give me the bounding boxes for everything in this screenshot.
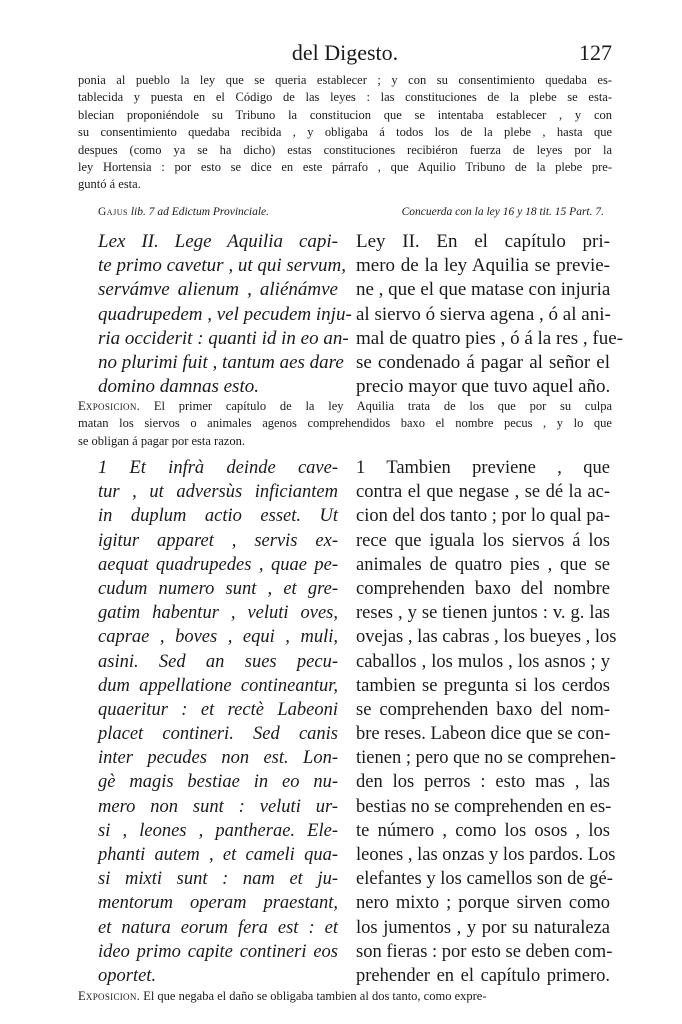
latin-line: phanti autem , et cameli qua- (98, 845, 338, 865)
intro-note-line: su consentimiento quedaba recibida , y obligaba á todos los de la plebe , hasta que (78, 125, 612, 140)
spanish-line: tienen ; pero que no se comprehen- (356, 748, 616, 769)
spanish-line: bre reses. Labeon dice que se con- (356, 724, 611, 745)
latin-line: cudum numero sunt , et gre- (98, 578, 338, 599)
latin-line: caprae , boves , equi , muli, (98, 627, 338, 648)
spanish-line: prehender en el capítulo primero. (356, 965, 610, 986)
latin-line: igitur apparet , servis ex- (98, 530, 338, 551)
spanish-line: precio mayor que tuvo aquel año. (356, 376, 611, 398)
intro-note-line: despues (como ya se ha dicho) estas constituciones recibiéron fuerza de leyes por la (78, 142, 612, 157)
latin-line: ideo primo capite contineri eos (98, 941, 338, 962)
source-citation (98, 206, 269, 218)
spanish-line: se comprehenden baxo del nom- (356, 699, 610, 720)
intro-note-line: ley Hortensia : por esto se dice en este párrafo , que Aquilio Tribuno de la plebe pre- (78, 160, 612, 175)
spanish-line: al siervo ó sierva agena , ó al ani- (356, 303, 611, 325)
latin-line: si , leones , pantherae. Ele- (98, 820, 338, 841)
concordance-citation: Concuerda con la ley 16 y 18 tit. 15 Part. 7. (401, 206, 604, 218)
exposicion-line (78, 398, 612, 415)
spanish-line: comprehenden baxo del nombre (356, 578, 610, 599)
spanish-line: te número , como los osos , los (356, 820, 610, 841)
spanish-line: elefantes y los camellos son de gé- (356, 869, 613, 890)
spanish-line: tambien se pregunta si los cerdos (356, 675, 610, 696)
spanish-line: reses , y se tienen juntos : v. g. las (356, 603, 610, 624)
running-title: del Digesto. (291, 40, 399, 65)
references-row (78, 206, 612, 224)
spanish-line: leones , las onzas y los pardos. Los (356, 845, 616, 865)
intro-note-line: guntó á esta. (78, 177, 141, 192)
running-header (78, 40, 612, 68)
spanish-line: mal de quatro pies , ó á la res , fue- (356, 327, 623, 349)
spanish-line: caballos , los mulos , los asnos ; y (356, 651, 610, 672)
latin-line: te primo cavetur , ut qui servum, (98, 255, 347, 277)
spanish-line: nero mixto ; porque sirven como (356, 893, 610, 914)
spanish-line: se condenado á pagar al señor el (356, 351, 610, 373)
exposicion-line: se obligan á pagar por esta razon. (78, 433, 245, 448)
exposicion-1 (78, 398, 612, 450)
intro-note-line: ponia al pueblo la ley que se queria establecer ; y con su consentimiento quedaba es- (78, 73, 612, 87)
latin-line: quadrupedem , vel pecudem inju- (98, 303, 352, 325)
exposicion-line: matan los siervos o animales agenos comprehendidos baxo el nombre pecus , y lo que (78, 416, 612, 431)
latin-line: oportet. (98, 965, 157, 986)
page-number: 127 (579, 40, 612, 65)
latin-line: 1 Et infrà deinde cave- (98, 458, 338, 478)
latin-line: tur , ut adversùs inficiantem (98, 482, 338, 503)
latin-line: Lex II. Lege Aquilia capi- (98, 231, 338, 252)
latin-line: servámve alienum , aliénámve (98, 279, 338, 301)
spanish-line: rece que iguala los siervos á los (356, 530, 610, 551)
exposicion-line (78, 988, 612, 1005)
spanish-line: ovejas , las cabras , los bueyes , los (356, 627, 617, 648)
spanish-line: contra el que negase , se dé la ac- (356, 482, 610, 503)
latin-line: ria occiderit : quanti id in eo an- (98, 327, 349, 349)
spanish-line: den los perros : esto mas , las (356, 772, 610, 793)
latin-line: domino damnas esto. (98, 376, 259, 398)
latin-line: inter pecudes non est. Lon- (98, 748, 338, 769)
latin-line: aequat quadrupedes , quae pe- (98, 554, 338, 575)
lex-ii-latin (98, 230, 352, 399)
latin-line: et natura eorum fera est : et (98, 917, 338, 938)
latin-line: gatim habentur , veluti oves, (98, 603, 338, 624)
exposicion-2 (78, 988, 612, 1005)
latin-line: mentorum operam praestant, (98, 893, 338, 914)
exposicion-text: El que negaba el daño se obligaba tambien al dos tanto, como expre- (143, 989, 487, 1003)
spanish-line: bestias no se comprehenden en es- (356, 796, 612, 817)
intro-note-line: tablecida y puesta en el Código de las leyes : las constituciones de la plebe se esta- (78, 90, 612, 105)
latin-line: asini. Sed an sues pecu- (98, 651, 338, 672)
section-1-spanish (356, 456, 617, 988)
latin-line: mero non sunt : veluti ur- (98, 796, 338, 817)
latin-line: quaeritur : et rectè Labeoni (98, 699, 338, 720)
spanish-line: los jumentos , y por su naturaleza (356, 917, 610, 938)
intro-note (78, 72, 612, 194)
section-1-latin (98, 456, 338, 988)
latin-line: si mixti sunt : nam et ju- (98, 869, 338, 890)
spanish-line: cion del dos tanto ; por lo qual pa- (356, 506, 610, 527)
spanish-line: animales de quatro pies , que se (356, 554, 610, 575)
latin-line: gè magis bestiae in eo nu- (98, 772, 338, 793)
exposicion-text: El primer capítulo de la ley Aquilia trata de los que por su culpa (153, 399, 612, 413)
spanish-line: ne , que el que matase con injuria (356, 279, 611, 301)
exposicion-label: Exposicion. (78, 989, 141, 1003)
spanish-line: 1 Tambien previene , que (356, 458, 610, 478)
spanish-line: son fieras : por esto se deben com- (356, 941, 613, 962)
source-author: Gajus (98, 206, 128, 218)
latin-line: no plurimi fuit , tantum aes dare (98, 351, 344, 373)
ley-ii-spanish (356, 230, 623, 399)
latin-line: in duplum actio esset. Ut (98, 506, 338, 527)
spanish-line: mero de la ley Aquilia se previe- (356, 255, 610, 277)
source-work: lib. 7 ad Edictum Provinciale. (130, 206, 269, 218)
intro-note-line: blecian proponiéndole su Tribuno la constitucion que se intentaba establecer , y con (78, 107, 612, 122)
spanish-line: Ley II. En el capítulo pri- (356, 231, 610, 252)
latin-line: placet contineri. Sed canis (98, 724, 338, 745)
latin-line: dum appellatione contineantur, (98, 675, 338, 696)
exposicion-label: Exposicion. (78, 399, 141, 413)
